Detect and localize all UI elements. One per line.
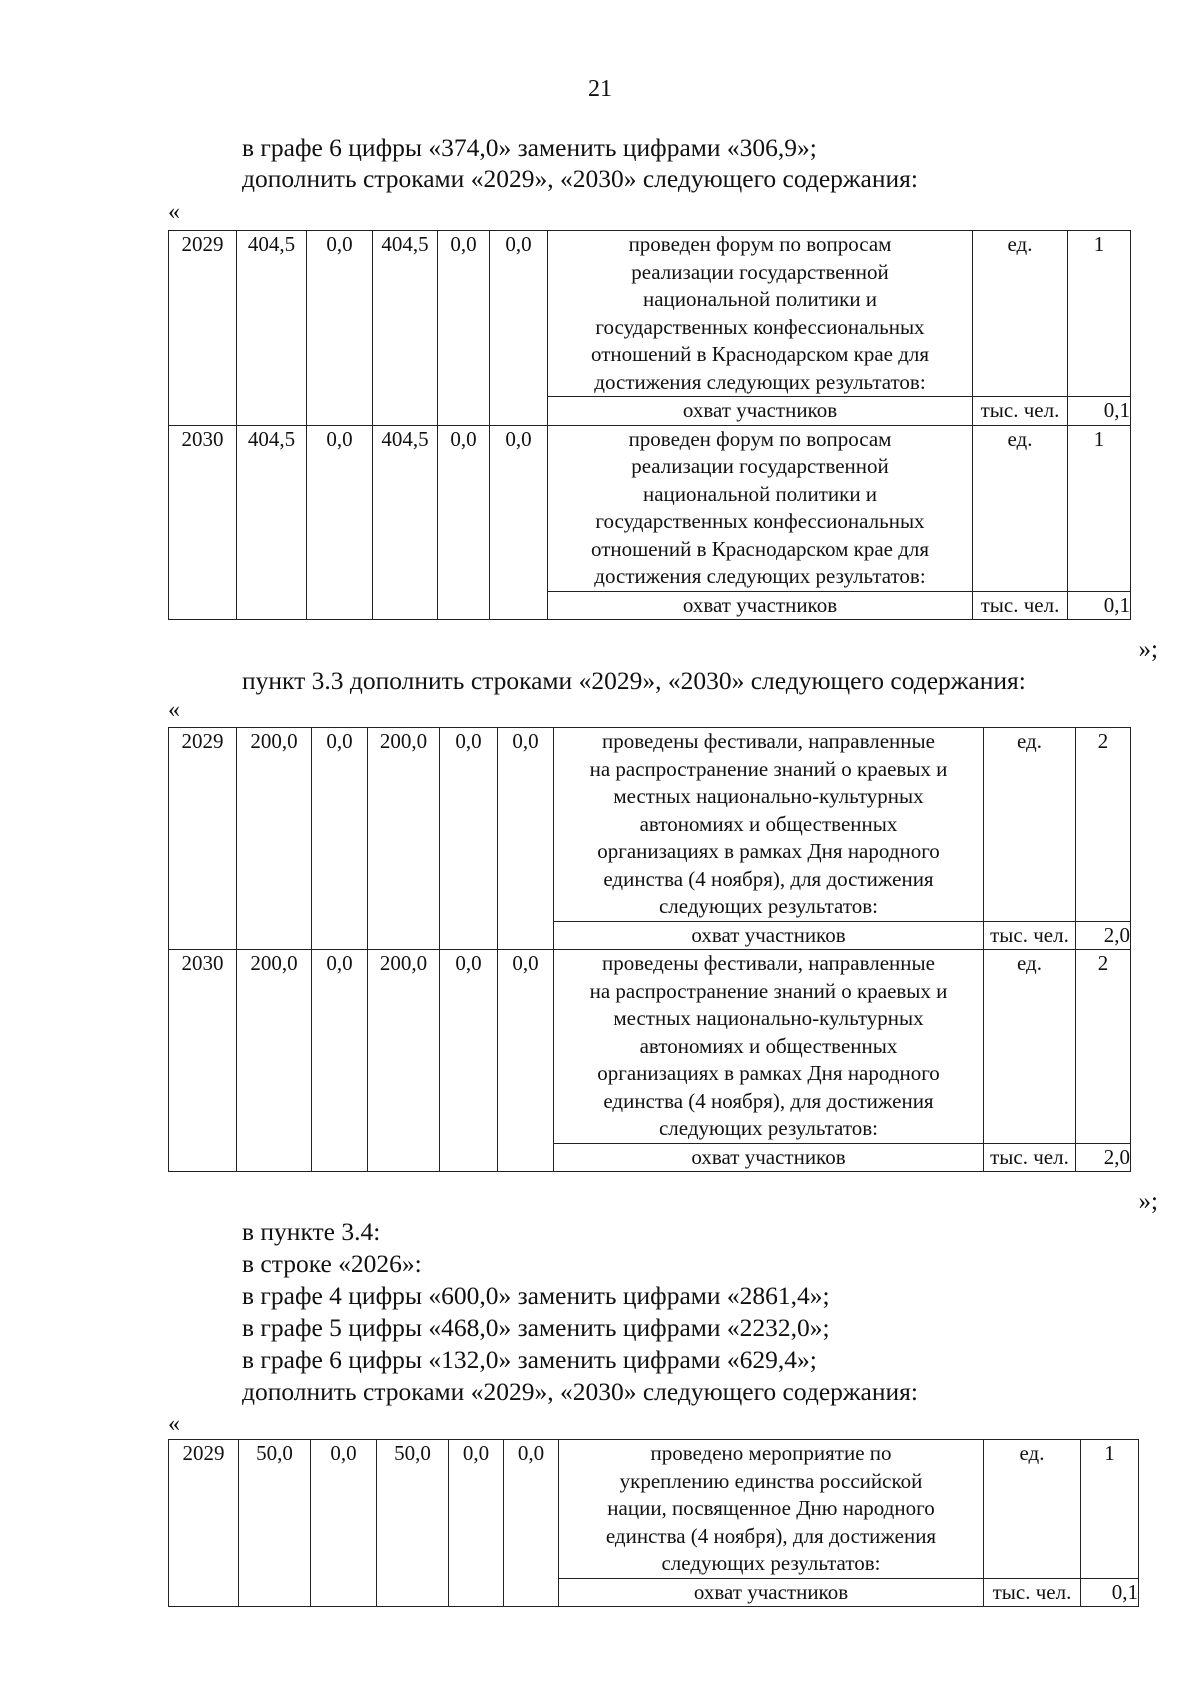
cell-year: 2029 xyxy=(169,231,237,426)
description-line: на распространение знаний о краевых и xyxy=(589,978,948,1003)
cell-description xyxy=(548,231,973,397)
cell-other: 0,0 xyxy=(498,950,554,1172)
page-number: 21 xyxy=(588,76,612,102)
cell-result-value: 0,1 xyxy=(1081,1578,1139,1607)
cell-result-unit: тыс. чел. xyxy=(984,921,1076,950)
description-line: достижения следующих результатов: xyxy=(594,369,926,394)
cell-description xyxy=(548,425,973,591)
cell-total: 200,0 xyxy=(237,728,312,950)
open-quote: « xyxy=(168,199,180,225)
cell-result-value: 0,1 xyxy=(1068,591,1131,620)
cell-result: охват участников xyxy=(554,1143,984,1172)
table-row xyxy=(169,425,1131,591)
cell-year: 2029 xyxy=(169,1440,239,1607)
amendment-table-2 xyxy=(168,727,1131,1172)
description-line: отношений в Краснодарском крае для xyxy=(590,536,930,561)
description-line: укреплению единства российской xyxy=(619,1468,923,1493)
description-line: единства (4 ноября), для достижения xyxy=(603,1088,934,1113)
cell-federal: 0,0 xyxy=(307,231,373,426)
description-line: следующих результатов: xyxy=(658,1116,878,1140)
cell-total: 404,5 xyxy=(237,425,307,620)
cell-description xyxy=(559,1440,984,1579)
description-line: единства (4 ноября), для достижения xyxy=(605,1523,937,1548)
cell-unit: ед. xyxy=(984,950,1076,1144)
cell-result-value: 2,0 xyxy=(1076,1143,1131,1172)
cell-result: охват участников xyxy=(548,397,973,426)
amendment-line: в графе 6 цифры «132,0» заменить цифрами «629,4»; xyxy=(242,1345,817,1374)
cell-other: 0,0 xyxy=(504,1440,559,1607)
table-row xyxy=(169,231,1131,397)
amendment-table-1 xyxy=(168,230,1131,620)
cell-value: 2 xyxy=(1076,950,1131,1144)
table-row xyxy=(169,950,1131,1144)
description-line: проведено мероприятие по xyxy=(650,1441,892,1465)
cell-local: 0,0 xyxy=(440,950,498,1172)
cell-unit: ед. xyxy=(973,231,1068,397)
cell-regional: 200,0 xyxy=(368,950,440,1172)
description-line: следующих результатов: xyxy=(658,894,878,918)
amendment-line: дополнить строками «2029», «2030» следующего содержания: xyxy=(242,1377,918,1406)
cell-value: 2 xyxy=(1076,728,1131,922)
cell-result-unit: тыс. чел. xyxy=(973,397,1068,426)
amendment-line: в графе 5 цифры «468,0» заменить цифрами «2232,0»; xyxy=(242,1313,830,1342)
cell-result-unit: тыс. чел. xyxy=(984,1143,1076,1172)
cell-other: 0,0 xyxy=(490,231,548,426)
description-line: проведен форум по вопросам xyxy=(628,232,892,256)
close-quote: »; xyxy=(1138,1188,1158,1215)
cell-local: 0,0 xyxy=(438,231,490,426)
description-line: проведены фестивали, направленные xyxy=(602,951,935,975)
cell-unit: ед. xyxy=(984,728,1076,922)
cell-description xyxy=(554,728,984,922)
cell-federal: 0,0 xyxy=(307,425,373,620)
cell-regional: 404,5 xyxy=(373,425,438,620)
amendment-line: в пункте 3.4: xyxy=(242,1217,381,1246)
amendment-table-3 xyxy=(168,1439,1139,1607)
cell-federal: 0,0 xyxy=(312,728,368,950)
amendment-line: пункт 3.3 дополнить строками «2029», «2030» следующего содержания: xyxy=(242,666,1026,695)
description-line: организациях в рамках Дня народного xyxy=(597,1061,940,1085)
open-quote: « xyxy=(168,697,180,723)
description-line: автономиях и общественных xyxy=(639,811,898,836)
cell-description xyxy=(554,950,984,1144)
description-line: государственных конфессиональных xyxy=(595,314,925,339)
cell-year: 2029 xyxy=(169,728,237,950)
description-line: национальной политики и xyxy=(642,287,878,311)
cell-year: 2030 xyxy=(169,950,237,1172)
cell-other: 0,0 xyxy=(498,728,554,950)
open-quote: « xyxy=(168,1411,180,1437)
cell-federal: 0,0 xyxy=(311,1440,377,1607)
table-row xyxy=(169,728,1131,922)
description-line: следующих результатов: xyxy=(661,1551,881,1575)
description-line: реализации государственной xyxy=(631,259,889,284)
cell-result: охват участников xyxy=(548,591,973,620)
description-line: местных национально-культурных xyxy=(613,1006,924,1030)
description-line: национальной политики и xyxy=(642,481,878,506)
cell-result-unit: тыс. чел. xyxy=(973,591,1068,620)
description-line: проведены фестивали, направленные xyxy=(602,729,935,753)
cell-result: охват участников xyxy=(554,921,984,950)
cell-regional: 404,5 xyxy=(373,231,438,426)
amendment-line: в графе 6 цифры «374,0» заменить цифрами «306,9»; xyxy=(242,133,817,162)
description-line: организациях в рамках Дня народного xyxy=(597,839,940,863)
amendment-line: дополнить строками «2029», «2030» следующего содержания: xyxy=(242,164,918,193)
cell-unit: ед. xyxy=(973,425,1068,591)
description-line: на распространение знаний о краевых и xyxy=(589,756,948,781)
cell-regional: 200,0 xyxy=(368,728,440,950)
description-line: достижения следующих результатов: xyxy=(594,564,926,588)
cell-result-value: 2,0 xyxy=(1076,921,1131,950)
cell-total: 50,0 xyxy=(239,1440,311,1607)
cell-local: 0,0 xyxy=(438,425,490,620)
description-line: автономиях и общественных xyxy=(639,1033,898,1058)
description-line: отношений в Краснодарском крае для xyxy=(590,342,930,366)
description-line: проведен форум по вопросам xyxy=(628,426,892,451)
description-line: единства (4 ноября), для достижения xyxy=(603,866,934,891)
cell-value: 1 xyxy=(1068,231,1131,397)
cell-other: 0,0 xyxy=(490,425,548,620)
cell-local: 0,0 xyxy=(440,728,498,950)
cell-result-unit: тыс. чел. xyxy=(984,1578,1081,1607)
cell-total: 404,5 xyxy=(237,231,307,426)
close-quote: »; xyxy=(1138,636,1158,663)
cell-local: 0,0 xyxy=(449,1440,504,1607)
description-line: реализации государственной xyxy=(631,454,889,478)
cell-result: охват участников xyxy=(559,1578,984,1607)
cell-federal: 0,0 xyxy=(312,950,368,1172)
cell-year: 2030 xyxy=(169,425,237,620)
description-line: местных национально-культурных xyxy=(613,784,924,808)
description-line: нации, посвященное Дню народного xyxy=(607,1496,935,1520)
amendment-line: в строке «2026»: xyxy=(242,1249,422,1278)
cell-total: 200,0 xyxy=(237,950,312,1172)
table-row xyxy=(169,1440,1139,1579)
cell-regional: 50,0 xyxy=(377,1440,449,1607)
amendment-line: в графе 4 цифры «600,0» заменить цифрами «2861,4»; xyxy=(242,1281,830,1310)
cell-value: 1 xyxy=(1081,1440,1139,1579)
cell-result-value: 0,1 xyxy=(1068,397,1131,426)
cell-value: 1 xyxy=(1068,425,1131,591)
description-line: государственных конфессиональных xyxy=(595,509,925,533)
cell-unit: ед. xyxy=(984,1440,1081,1579)
